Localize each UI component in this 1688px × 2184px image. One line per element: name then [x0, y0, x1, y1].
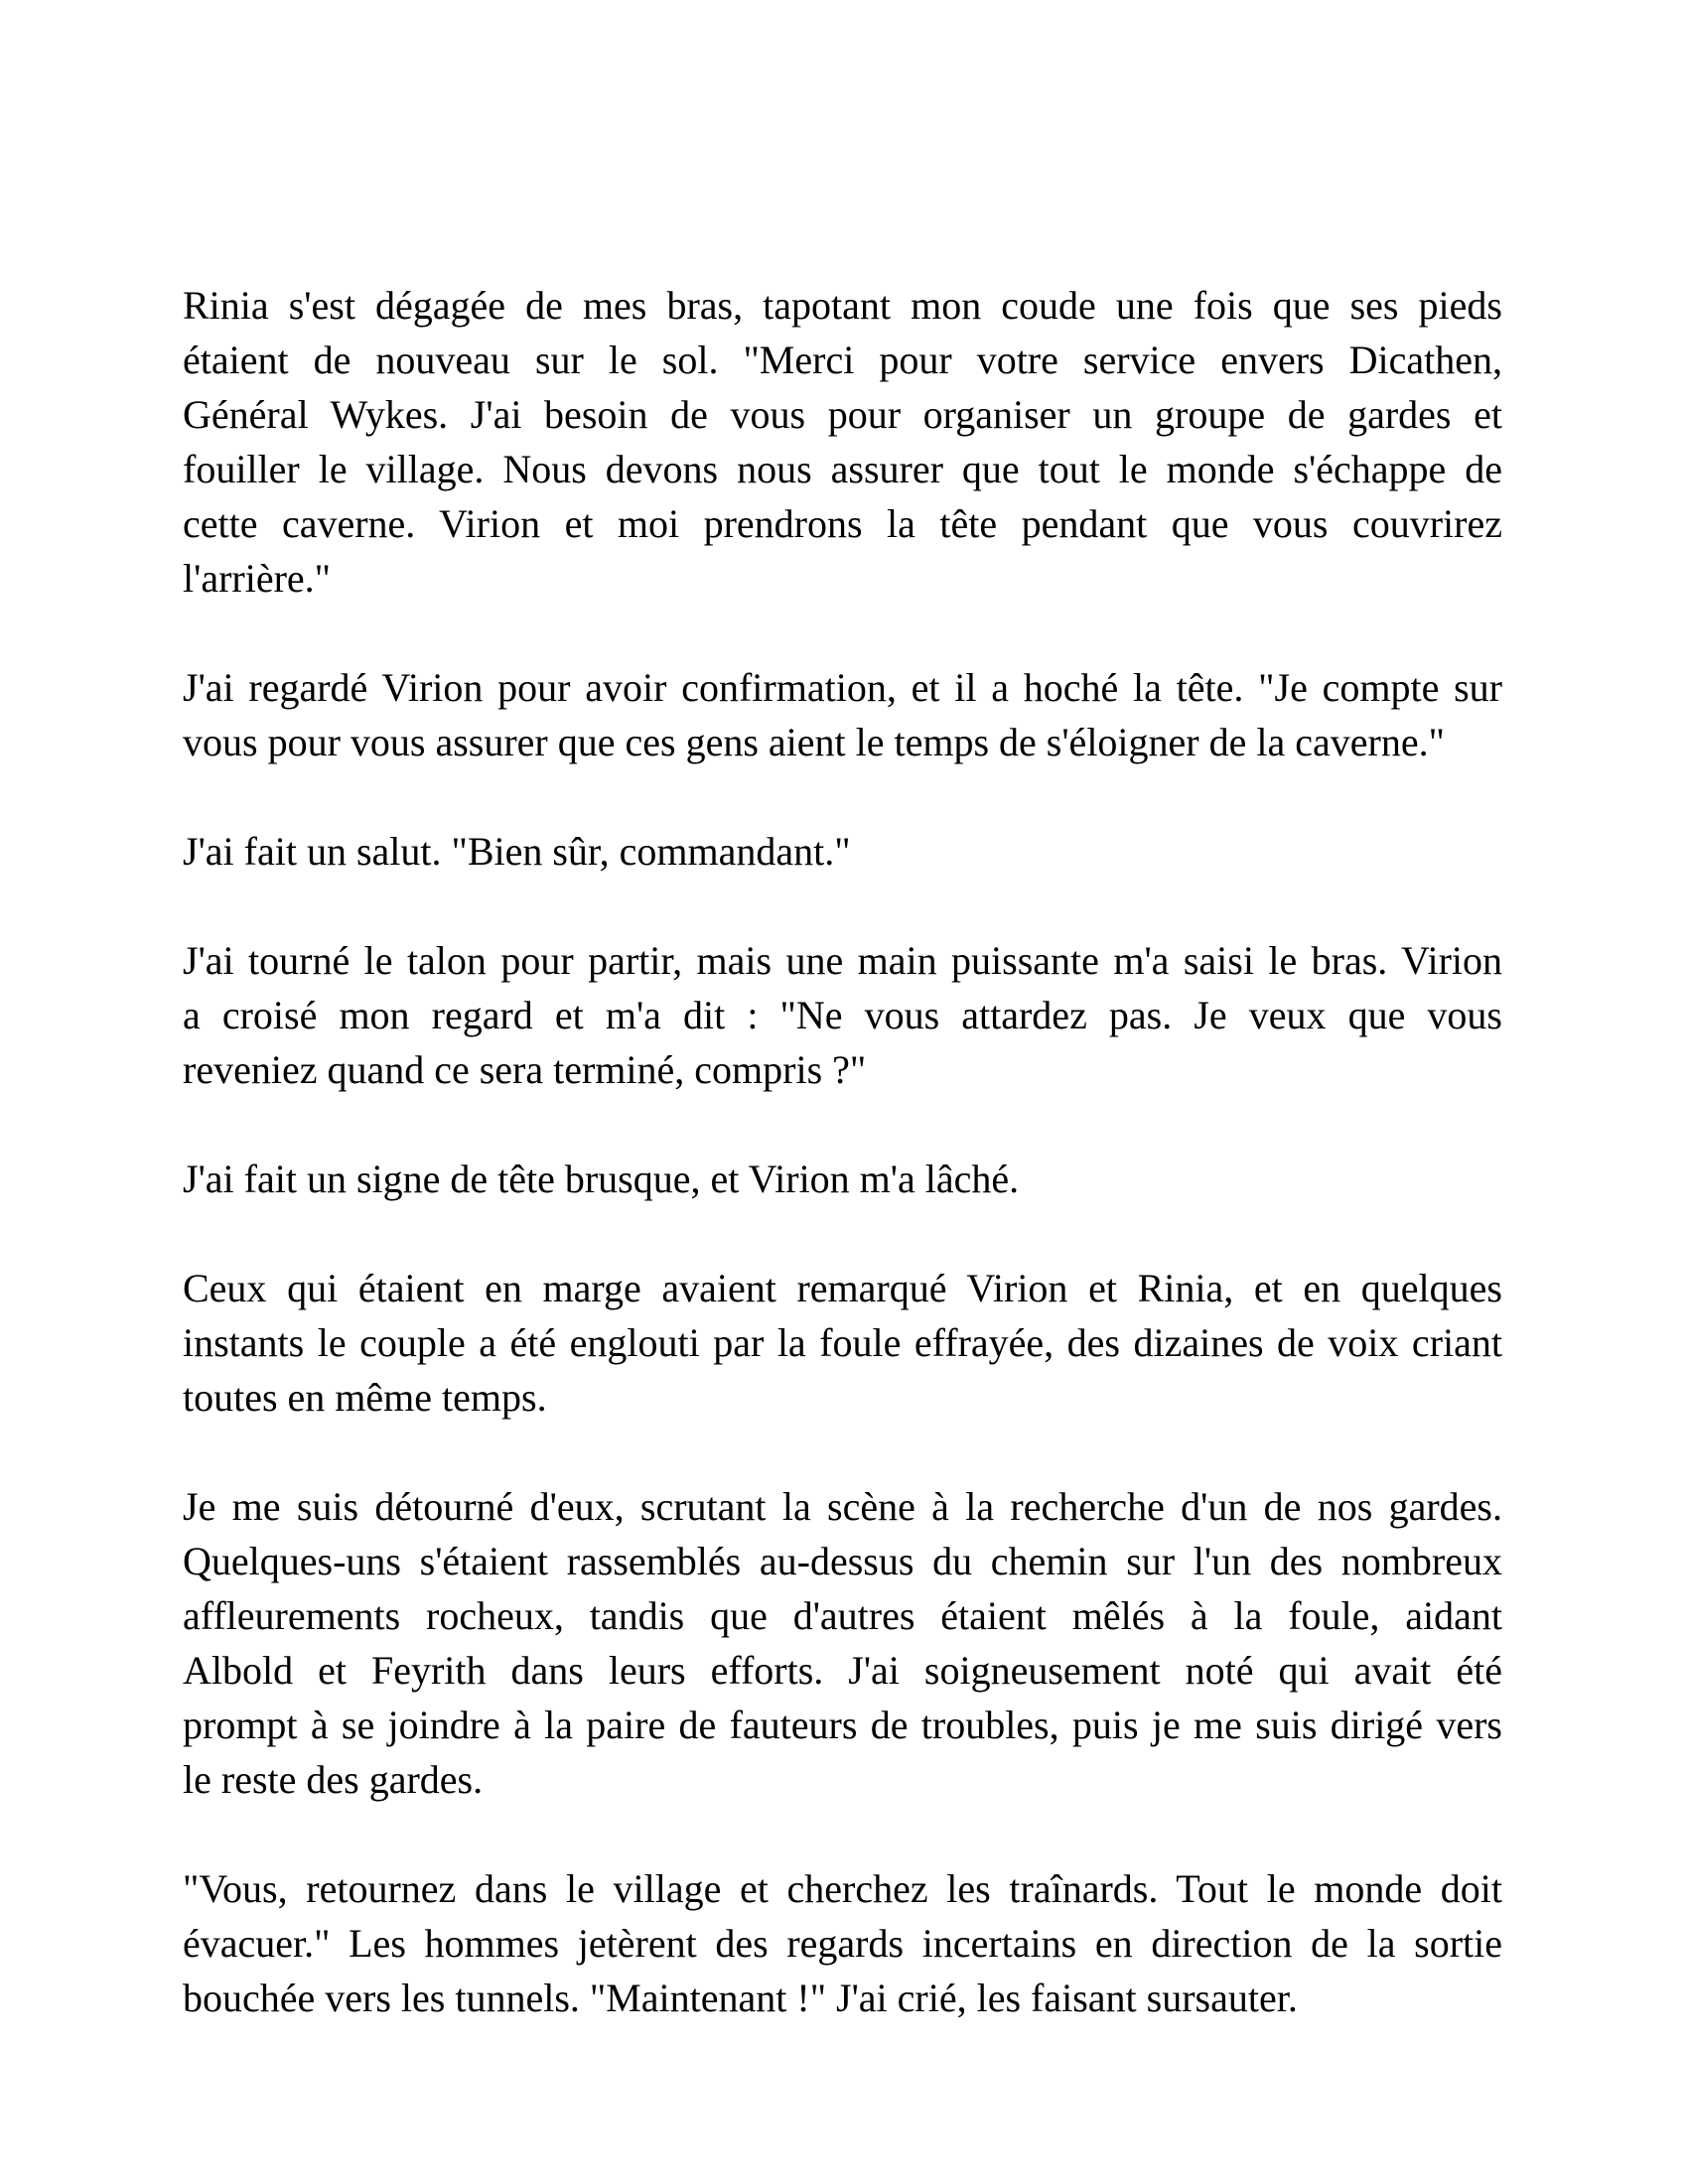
- paragraph: [183, 660, 1502, 769]
- text-line: Ceux qui étaient en marge avaient remarqué Virion et Rinia, et en quelques: [183, 1266, 1502, 1310]
- text-line: Rinia s'est dégagée de mes bras, tapotant mon coude une fois que ses pieds: [183, 283, 1502, 328]
- text-line: étaient de nouveau sur le sol. "Merci pour votre service envers Dicathen,: [183, 338, 1502, 382]
- text-line: prompt à se joindre à la paire de fauteurs de troubles, puis je me suis dirigé vers: [183, 1703, 1502, 1747]
- paragraph: [183, 1861, 1502, 2025]
- text-line: reveniez quand ce sera terminé, compris ?": [183, 1047, 867, 1092]
- text-line: affleurements rocheux, tandis que d'autres étaient mêlés à la foule, aidant: [183, 1593, 1502, 1638]
- text-line: Albold et Feyrith dans leurs efforts. J'ai soigneusement noté qui avait été: [183, 1648, 1502, 1693]
- text-line: le reste des gardes.: [183, 1757, 484, 1802]
- page-text: [183, 278, 1502, 2080]
- paragraph: [183, 278, 1502, 606]
- text-line: vous pour vous assurer que ces gens aient le temps de s'éloigner de la caverne.": [183, 720, 1445, 764]
- paragraph: [183, 824, 1502, 879]
- paragraph: [183, 1152, 1502, 1206]
- text-line: cette caverne. Virion et moi prendrons la tête pendant que vous couvrirez: [183, 501, 1502, 546]
- text-line: Je me suis détourné d'eux, scrutant la scène à la recherche d'un de nos gardes.: [183, 1484, 1502, 1529]
- paragraph: [183, 1479, 1502, 1807]
- text-line: l'arrière.": [183, 556, 331, 601]
- text-line: J'ai regardé Virion pour avoir confirmation, et il a hoché la tête. "Je compte sur: [183, 665, 1502, 710]
- text-line: bouchée vers les tunnels. "Maintenant !" J'ai crié, les faisant sursauter.: [183, 1976, 1298, 2020]
- text-line: "Vous, retournez dans le village et cherchez les traînards. Tout le monde doit: [183, 1866, 1502, 1911]
- text-line: instants le couple a été englouti par la foule effrayée, des dizaines de voix criant: [183, 1320, 1502, 1365]
- paragraph: [183, 1261, 1502, 1425]
- text-line: Général Wykes. J'ai besoin de vous pour organiser un groupe de gardes et: [183, 392, 1502, 437]
- paragraph: [183, 933, 1502, 1097]
- text-line: fouiller le village. Nous devons nous assurer que tout le monde s'échappe de: [183, 447, 1502, 491]
- text-line: toutes en même temps.: [183, 1375, 547, 1420]
- text-line: a croisé mon regard et m'a dit : "Ne vous attardez pas. Je veux que vous: [183, 993, 1502, 1037]
- text-line: J'ai fait un signe de tête brusque, et Virion m'a lâché.: [183, 1157, 1020, 1201]
- text-line: Quelques-uns s'étaient rassemblés au-dessus du chemin sur l'un des nombreux: [183, 1539, 1502, 1583]
- text-line: J'ai tourné le talon pour partir, mais une main puissante m'a saisi le bras. Virion: [183, 938, 1502, 983]
- text-line: J'ai fait un salut. "Bien sûr, commandant.": [183, 829, 851, 874]
- text-line: évacuer." Les hommes jetèrent des regards incertains en direction de la sortie: [183, 1921, 1502, 1966]
